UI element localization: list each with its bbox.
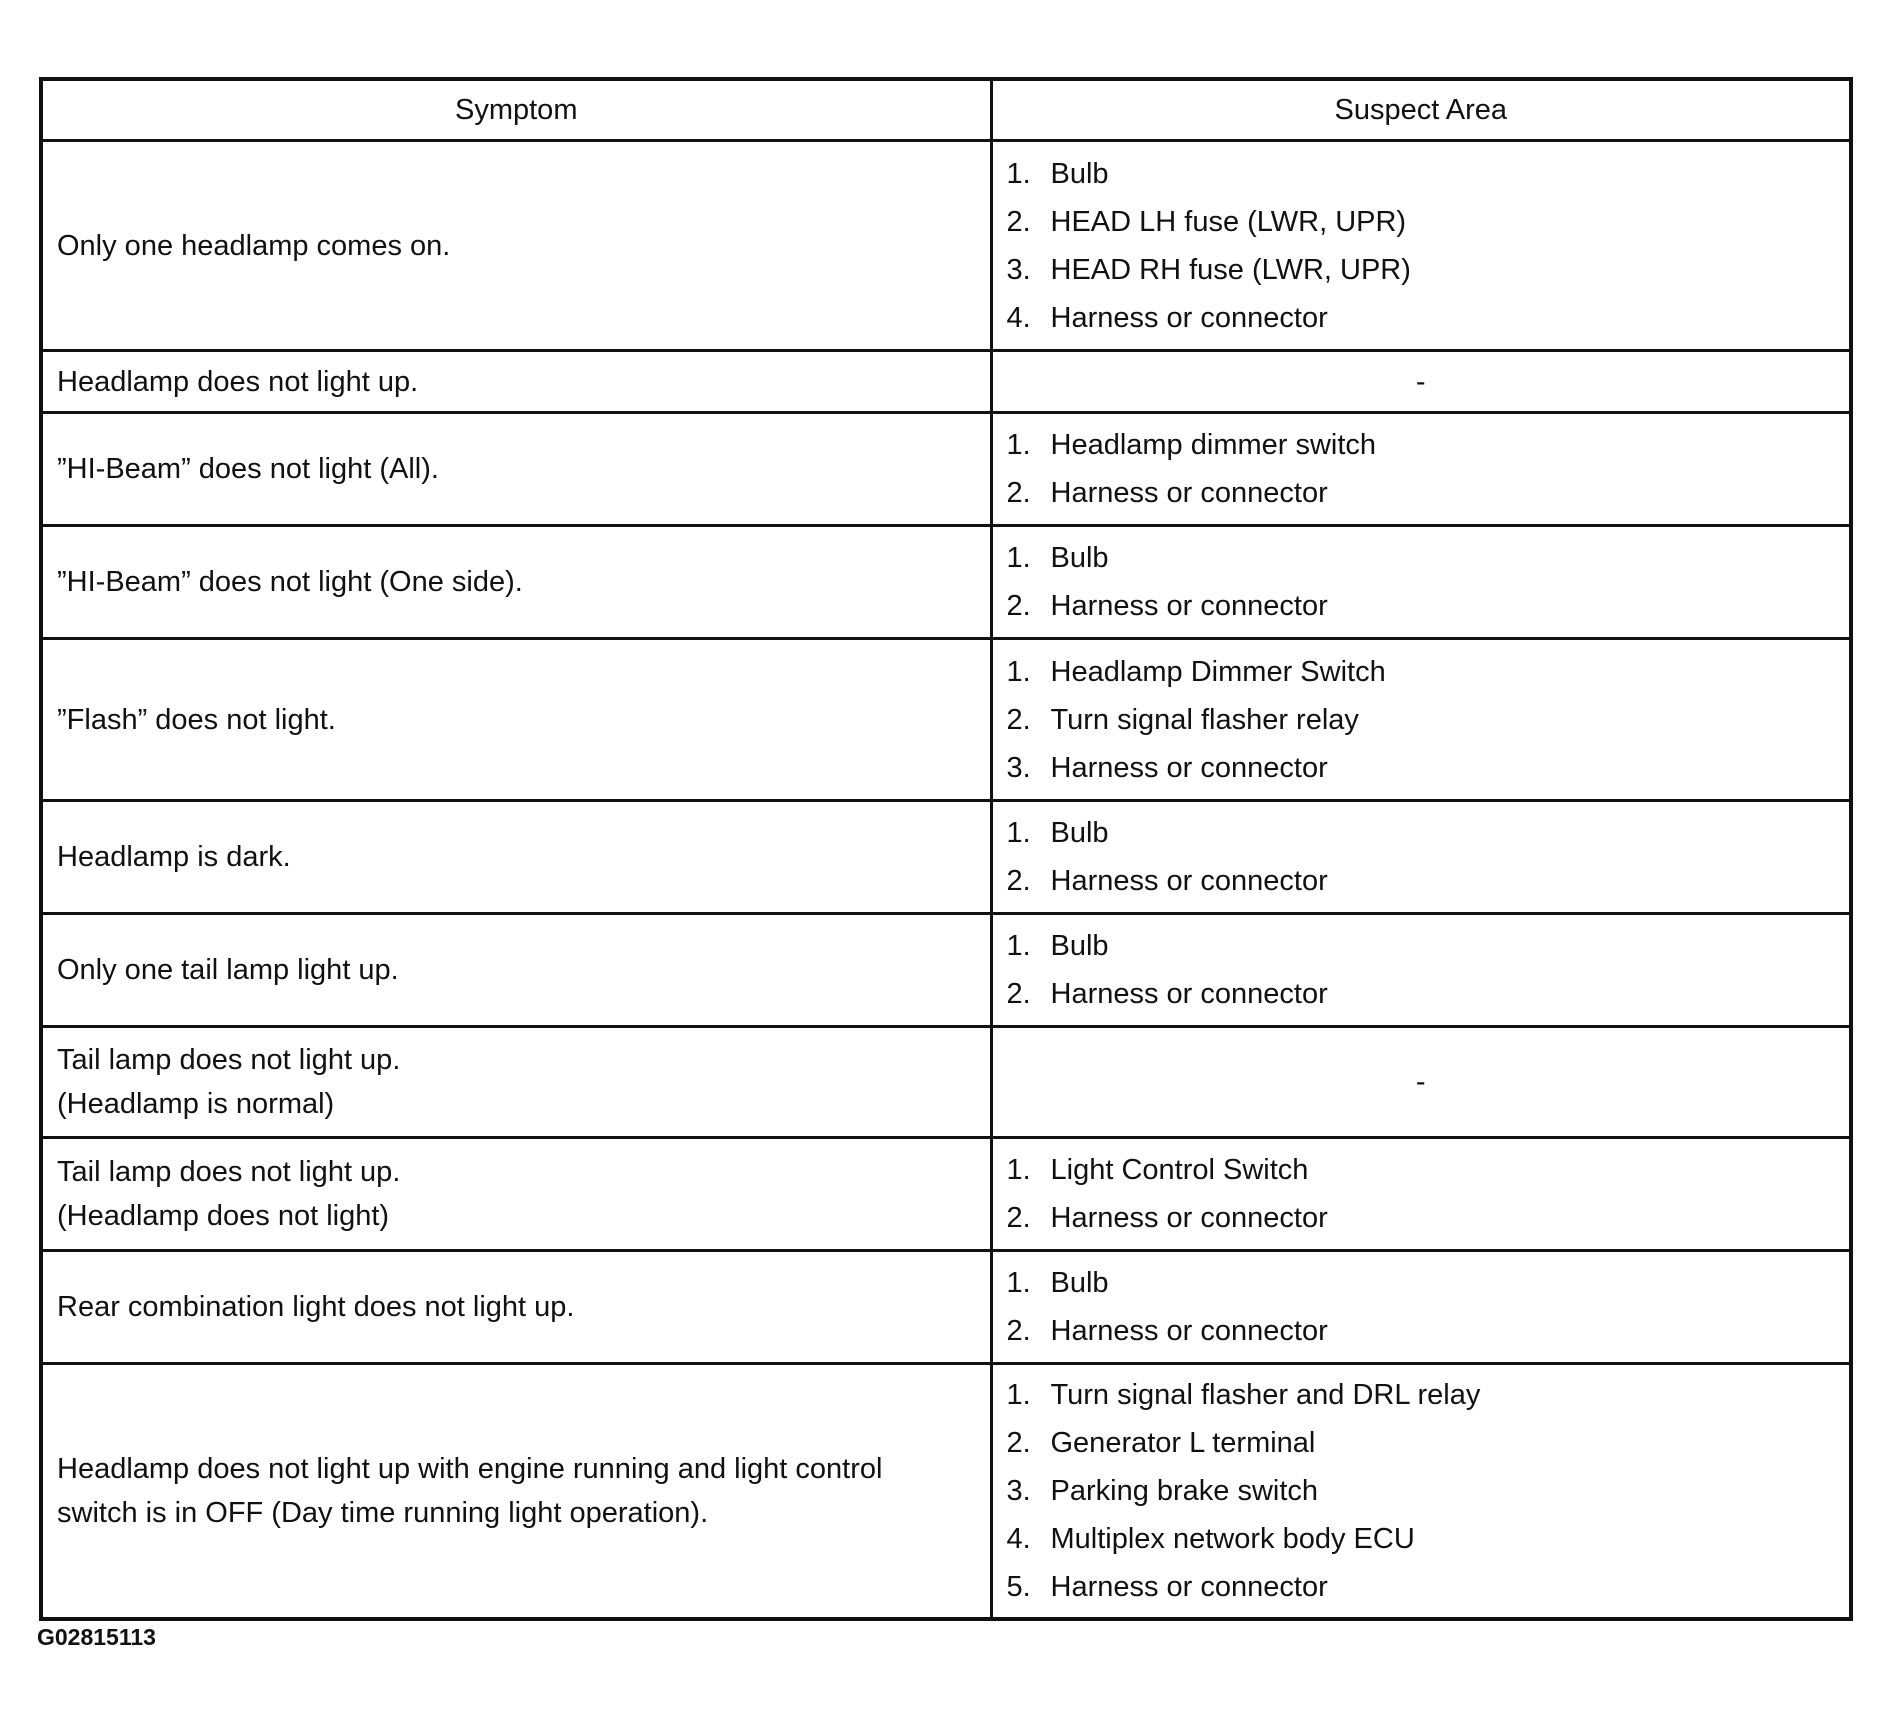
table-header-row (41, 79, 1851, 141)
suspect-item-number: 2. (1006, 1427, 1031, 1459)
no-suspect-dash: - (1415, 365, 1426, 398)
symptom-text: (Headlamp is normal) (57, 1088, 335, 1120)
suspect-item-text: Harness or connector (1050, 978, 1328, 1010)
suspect-area-cell (991, 1251, 1851, 1364)
symptom-cell (41, 1251, 991, 1364)
suspect-item (1007, 1467, 1836, 1515)
table-body (41, 141, 1851, 1620)
table-row (41, 141, 1851, 351)
symptom-text: Headlamp is dark. (57, 841, 291, 873)
suspect-item-number: 3. (1006, 1475, 1031, 1507)
suspect-item (1007, 1515, 1836, 1563)
suspect-item-number: 1. (1006, 157, 1031, 190)
symptom-text: switch is in OFF (Day time running light operation). (57, 1497, 709, 1529)
table-row (41, 526, 1851, 639)
suspect-item-text: Turn signal flasher and DRL relay (1050, 1379, 1481, 1411)
suspect-item (1007, 857, 1836, 905)
suspect-item-text: Headlamp Dimmer Switch (1050, 655, 1386, 688)
suspect-item-number: 1. (1006, 930, 1031, 962)
suspect-item-text: Harness or connector (1050, 1315, 1328, 1347)
table-row (41, 351, 1851, 413)
suspect-area-cell (991, 1364, 1851, 1620)
table-row (41, 1138, 1851, 1251)
symptom-text: ”HI-Beam” does not light (All). (57, 453, 439, 485)
table-row (41, 801, 1851, 914)
suspect-item (1007, 648, 1836, 696)
suspect-item (1007, 582, 1836, 630)
suspect-item-number: 2. (1006, 703, 1031, 736)
symptom-text: ”Flash” does not light. (57, 703, 336, 736)
suspect-item (1007, 150, 1836, 198)
symptom-cell (41, 639, 991, 801)
suspect-item (1007, 744, 1836, 792)
suspect-item-text: Headlamp dimmer switch (1050, 429, 1377, 461)
suspect-item-text: Harness or connector (1050, 865, 1328, 897)
suspect-area-cell (991, 1027, 1851, 1138)
symptom-text: ”HI-Beam” does not light (One side). (57, 566, 523, 598)
suspect-item (1007, 1259, 1836, 1307)
suspect-item-number: 1. (1006, 1154, 1031, 1186)
suspect-item (1007, 1194, 1836, 1242)
symptom-text: Only one tail lamp light up. (57, 954, 399, 986)
suspect-item-number: 1. (1006, 817, 1031, 849)
suspect-item-number: 2. (1006, 978, 1031, 1010)
symptom-cell (41, 351, 991, 413)
symptom-cell (41, 141, 991, 351)
symptom-cell (41, 801, 991, 914)
symptom-cell (41, 526, 991, 639)
table-row (41, 1251, 1851, 1364)
suspect-item-number: 2. (1006, 590, 1031, 622)
suspect-item-number: 1. (1006, 429, 1031, 461)
suspect-item-number: 1. (1006, 1379, 1031, 1411)
table-row (41, 413, 1851, 526)
suspect-item (1007, 696, 1836, 744)
suspect-item-text: Harness or connector (1050, 1202, 1328, 1234)
symptom-text: Rear combination light does not light up. (57, 1291, 575, 1323)
suspect-item-number: 5. (1006, 1571, 1031, 1603)
suspect-item-text: Bulb (1050, 930, 1109, 962)
suspect-area-cell (991, 141, 1851, 351)
suspect-item (1007, 198, 1836, 246)
table-row (41, 1364, 1851, 1620)
header-symptom: Symptom (41, 79, 991, 141)
suspect-item-number: 1. (1006, 1267, 1031, 1299)
suspect-item (1007, 922, 1836, 970)
suspect-item-text: Light Control Switch (1050, 1154, 1309, 1186)
suspect-item-number: 2. (1006, 477, 1031, 509)
suspect-item (1007, 246, 1836, 294)
suspect-item-text: Multiplex network body ECU (1050, 1523, 1415, 1555)
suspect-area-cell (991, 914, 1851, 1027)
symptom-text: (Headlamp does not light) (57, 1200, 390, 1232)
suspect-item-number: 1. (1006, 542, 1031, 574)
suspect-item-text: Generator L terminal (1050, 1427, 1316, 1459)
table-row (41, 1027, 1851, 1138)
symptom-text: Tail lamp does not light up. (57, 1044, 401, 1076)
suspect-item (1007, 970, 1836, 1018)
suspect-item-text: Harness or connector (1050, 301, 1328, 334)
suspect-item-text: Parking brake switch (1050, 1475, 1319, 1507)
suspect-item (1007, 534, 1836, 582)
symptom-cell (41, 413, 991, 526)
table-row (41, 914, 1851, 1027)
suspect-item (1007, 809, 1836, 857)
suspect-item-text: Bulb (1050, 817, 1109, 849)
no-suspect-dash: - (1415, 1066, 1426, 1098)
suspect-area-cell (991, 1138, 1851, 1251)
suspect-area-cell (991, 639, 1851, 801)
suspect-item-number: 1. (1006, 655, 1031, 688)
suspect-item-number: 2. (1006, 865, 1031, 897)
symptom-table (39, 77, 1853, 1621)
symptom-cell (41, 1364, 991, 1620)
suspect-item (1007, 1146, 1836, 1194)
suspect-item (1007, 1419, 1836, 1467)
symptom-text: Headlamp does not light up with engine running and light control (57, 1453, 883, 1485)
symptom-cell (41, 914, 991, 1027)
suspect-item-number: 2. (1006, 1315, 1031, 1347)
suspect-item-number: 2. (1006, 1202, 1031, 1234)
suspect-item (1007, 294, 1836, 342)
suspect-item (1007, 421, 1836, 469)
suspect-area-cell (991, 413, 1851, 526)
suspect-area-cell (991, 526, 1851, 639)
suspect-item-text: HEAD LH fuse (LWR, UPR) (1050, 205, 1407, 238)
suspect-item-number: 4. (1006, 301, 1031, 334)
suspect-item-text: HEAD RH fuse (LWR, UPR) (1050, 253, 1411, 286)
figure-id: G02815113 (37, 1624, 156, 1650)
suspect-item-text: Harness or connector (1050, 477, 1328, 509)
suspect-item-text: Harness or connector (1050, 751, 1328, 784)
table-row (41, 639, 1851, 801)
suspect-item-number: 2. (1006, 205, 1031, 238)
suspect-item (1007, 1563, 1836, 1611)
symptom-cell (41, 1138, 991, 1251)
suspect-item-number: 3. (1006, 751, 1031, 784)
suspect-item-number: 3. (1006, 253, 1031, 286)
suspect-item (1007, 469, 1836, 517)
suspect-area-cell (991, 801, 1851, 914)
suspect-item-number: 4. (1006, 1523, 1031, 1555)
suspect-item (1007, 1371, 1836, 1419)
suspect-item-text: Harness or connector (1050, 1571, 1328, 1603)
suspect-item-text: Turn signal flasher relay (1050, 703, 1359, 736)
symptom-cell (41, 1027, 991, 1138)
symptom-text: Headlamp does not light up. (57, 365, 419, 398)
symptom-text: Tail lamp does not light up. (57, 1156, 401, 1188)
symptom-text: Only one headlamp comes on. (57, 229, 451, 262)
suspect-item-text: Bulb (1050, 542, 1109, 574)
header-suspect-area: Suspect Area (991, 79, 1851, 141)
suspect-item-text: Bulb (1050, 1267, 1109, 1299)
suspect-item-text: Harness or connector (1050, 590, 1328, 622)
suspect-area-cell (991, 351, 1851, 413)
suspect-item (1007, 1307, 1836, 1355)
suspect-item-text: Bulb (1050, 157, 1109, 190)
